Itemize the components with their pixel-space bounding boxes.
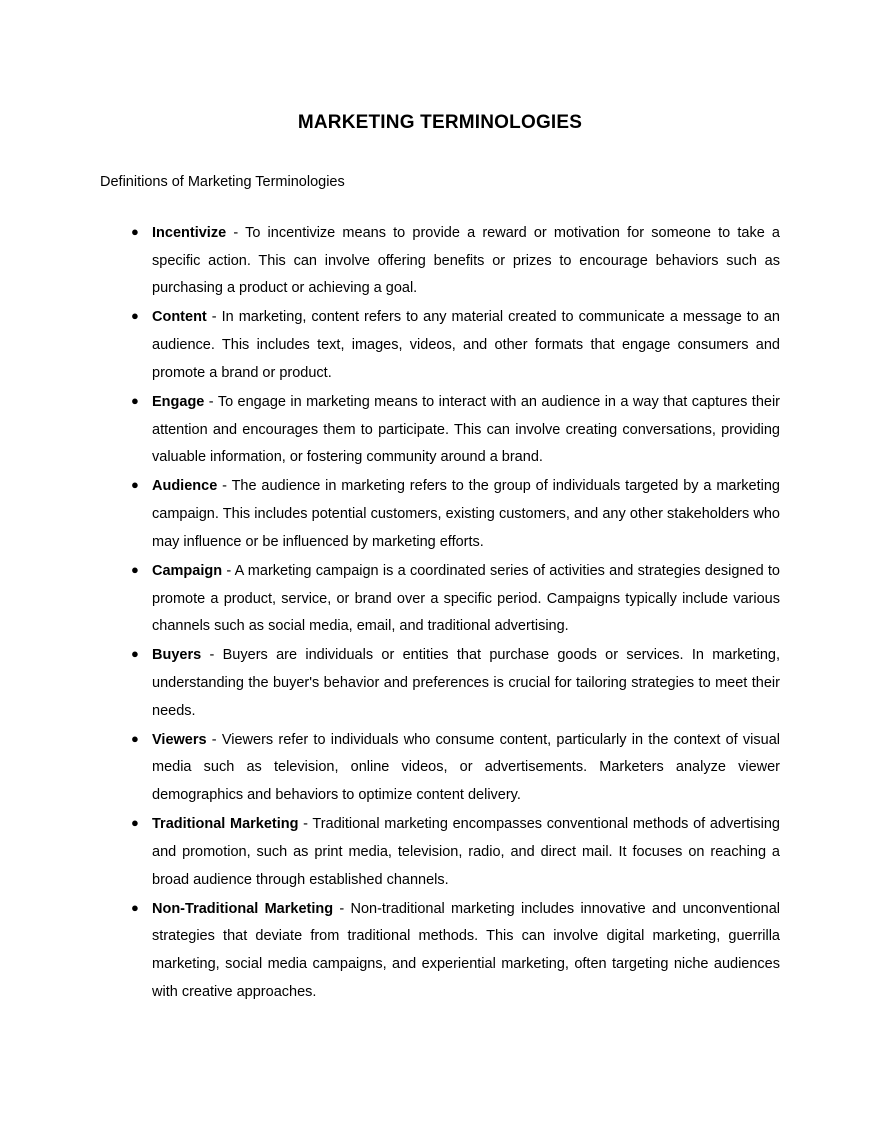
intro-text: Definitions of Marketing Terminologies: [100, 174, 345, 190]
term-separator: -: [226, 224, 246, 241]
bullet-icon: ●: [131, 308, 139, 324]
page-title: MARKETING TERMINOLOGIES: [297, 112, 583, 133]
term-separator: -: [217, 478, 232, 495]
term-separator: -: [201, 647, 223, 664]
list-item: [100, 389, 780, 472]
bullet-icon: ●: [131, 899, 139, 915]
term-separator: -: [206, 731, 222, 748]
term-definition: The audience in marketing refers to the group of individuals targeted by a marketing campaign. This includes potential customers, existing customers, and any other stakeholders who may influence or be influenced by marketing efforts.: [152, 478, 780, 550]
bullet-icon: ●: [131, 392, 139, 408]
term-separator: -: [204, 393, 218, 410]
term-definition: Non-traditional marketing includes innovative and unconventional strategies that deviate from traditional methods. This can involve digital marketing, guerrilla marketing, social media campaigns, and experiential marketing, often targeting niche audiences with creative approaches.: [152, 900, 781, 1001]
term-definition: To incentivize means to provide a reward or motivation for someone to take a specific action. This can involve offering benefits or prizes to encourage behaviors such as purchasing a product or achieving a goal.: [152, 224, 780, 297]
list-item: [100, 558, 780, 641]
term-definition: Traditional marketing encompasses conventional methods of advertising and promotion, such as print media, television, radio, and direct mail. It focuses on reaching a broad audience through established channels.: [152, 816, 780, 888]
term-separator: -: [222, 562, 235, 579]
bullet-icon: ●: [131, 223, 139, 239]
list-item: [100, 811, 780, 894]
bullet-icon: ●: [131, 646, 139, 662]
term-definition: Viewers refer to individuals who consume content, particularly in the context of visual media such as television, online videos, or advertisements. Marketers analyze viewer demographics and behaviors to optimize content delivery.: [152, 731, 781, 804]
term-name: Campaign: [152, 562, 223, 579]
list-item: [100, 642, 780, 725]
list-item: [100, 727, 780, 810]
term-separator: -: [206, 309, 222, 326]
bullet-icon: ●: [131, 815, 139, 831]
term-separator: -: [298, 816, 313, 833]
term-definition: Buyers are individuals or entities that purchase goods or services. In marketing, understanding the buyer's behavior and preferences is crucial for tailoring strategies to meet their needs.: [152, 647, 780, 719]
list-item: [100, 896, 780, 1007]
term-name: Content: [152, 309, 207, 326]
term-name: Incentivize: [152, 224, 227, 241]
term-name: Non-Traditional Marketing: [152, 900, 334, 917]
term-definition: To engage in marketing means to interact with an audience in a way that captures their attention and encourages them to participate. This can involve creating conversations, providing valuable information, or fostering community around a brand.: [152, 393, 781, 466]
list-item: [100, 220, 780, 303]
term-separator: -: [333, 900, 351, 917]
terms-list: [100, 220, 780, 1007]
list-item: [100, 304, 780, 387]
term-definition: In marketing, content refers to any material created to communicate a message to an audience. This includes text, images, videos, and other formats that engage consumers and promote a brand or product.: [152, 309, 781, 381]
term-name: Traditional Marketing: [152, 816, 299, 833]
bullet-icon: ●: [131, 561, 139, 577]
bullet-icon: ●: [131, 730, 139, 746]
term-definition: A marketing campaign is a coordinated series of activities and strategies designed to promote a product, service, or brand over a specific period. Campaigns typically include various channels such as social media, email, and traditional advertising.: [152, 562, 780, 635]
bullet-icon: ●: [131, 477, 139, 493]
term-name: Buyers: [152, 647, 202, 664]
term-name: Engage: [152, 393, 205, 410]
term-name: Viewers: [152, 731, 207, 748]
term-name: Audience: [152, 478, 218, 495]
list-item: [100, 473, 780, 556]
